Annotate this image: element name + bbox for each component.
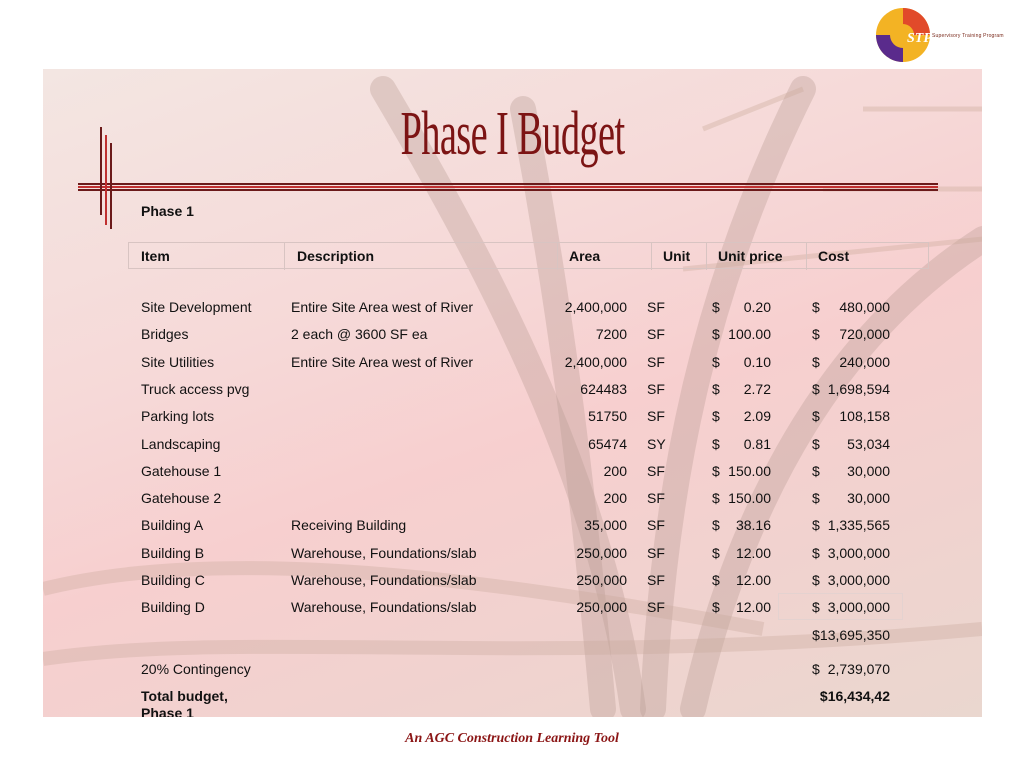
cell-unit: SF [647,517,665,533]
title-vrule-2 [105,135,107,225]
cell-area: 200 [603,463,627,479]
slide-title: Phase I Budget [400,100,625,168]
cell-description: Warehouse, Foundations/slab [291,572,477,588]
cell-description: Receiving Building [291,517,407,533]
column-header-description: Description [297,248,375,264]
cell-item: Gatehouse 2 [141,490,222,506]
cell-price-currency: $ [712,354,720,370]
cell-price-currency: $ [712,545,720,561]
cell-unit: SF [647,381,665,397]
total-label-line-1: Total budget, [141,688,228,704]
column-header-item: Item [141,248,170,264]
cell-cost-currency: $ [812,545,820,561]
cell-item: Truck access pvg [141,381,250,397]
cell-item: Site Development [141,299,252,315]
section-label: Phase 1 [141,203,194,219]
cell-unit: SF [647,354,665,370]
cell-cost: 240,000 [839,354,890,370]
total-value: $16,434,42 [819,688,890,704]
cell-price-currency: $ [712,463,720,479]
cell-description: Warehouse, Foundations/slab [291,599,477,615]
cell-unit: SF [647,299,665,315]
cell-unit-price: 100.00 [728,326,771,342]
title-rule-top [78,183,938,185]
footer-tagline: An AGC Construction Learning Tool [405,731,619,746]
cell-area: 65474 [588,436,627,452]
cell-item: Site Utilities [141,354,215,370]
cell-item: Building C [141,572,205,588]
cell-cost: 108,158 [839,408,890,424]
cell-area: 200 [603,490,627,506]
total-label-line-2: Phase 1 [141,705,194,717]
cell-price-currency: $ [712,436,720,452]
cell-unit-price: 12.00 [735,572,771,588]
contingency-label: 20% Contingency [141,661,251,677]
column-header-cost: Cost [818,248,850,264]
cell-cost-currency: $ [812,517,820,533]
header-divider [806,243,807,270]
cell-area: 2,400,000 [564,354,627,370]
title-rule-mid [78,186,938,188]
cell-cost-currency: $ [812,299,820,315]
cell-area: 51750 [588,408,627,424]
cell-unit: SF [647,408,665,424]
cell-cost-currency: $ [812,463,820,479]
cell-area: 2,400,000 [564,299,627,315]
column-header-area: Area [569,248,601,264]
cell-cost: 30,000 [847,490,890,506]
cell-unit-price: 12.00 [735,545,771,561]
cell-unit: SF [647,572,665,588]
cell-unit: SF [647,490,665,506]
stp-logo-icon [874,6,932,64]
cell-price-currency: $ [712,326,720,342]
cell-price-currency: $ [712,381,720,397]
cell-price-currency: $ [712,408,720,424]
stp-logo [874,6,1020,66]
cell-unit-price: 38.16 [735,517,771,533]
cell-cost-currency: $ [812,599,820,615]
cell-unit-price: 150.00 [728,463,771,479]
title-vrule-1 [100,127,102,215]
logo-tagline: Supervisory Training Program [932,33,1004,39]
cell-item: Building B [141,545,205,561]
header-divider [284,243,285,270]
cell-area: 624483 [580,381,627,397]
header-divider [706,243,707,270]
cell-price-currency: $ [712,299,720,315]
cell-unit: SF [647,463,665,479]
title-rule-bottom [78,189,938,191]
cell-description: Entire Site Area west of River [291,354,474,370]
cell-price-currency: $ [712,599,720,615]
cell-cost-currency: $ [812,490,820,506]
cell-cost: 3,000,000 [827,572,890,588]
cell-unit-price: 12.00 [735,599,771,615]
cell-cost: 1,698,594 [827,381,890,397]
cell-cost-currency: $ [812,436,820,452]
contingency-value: 2,739,070 [827,661,890,677]
cell-unit-price: 2.72 [743,381,771,397]
column-header-unit: Unit [663,248,691,264]
contingency-currency: $ [812,661,820,677]
cell-area: 35,000 [584,517,627,533]
column-header-unit-price: Unit price [718,248,783,264]
cell-price-currency: $ [712,517,720,533]
cell-cost: 1,335,565 [827,517,890,533]
cell-cost-currency: $ [812,381,820,397]
cell-description: Warehouse, Foundations/slab [291,545,477,561]
cell-description: 2 each @ 3600 SF ea [291,326,428,342]
cell-description: Entire Site Area west of River [291,299,474,315]
cell-area: 7200 [595,326,627,342]
cell-cost: 480,000 [839,299,890,315]
header-divider [557,243,558,270]
cell-unit-price: 150.00 [728,490,771,506]
cell-unit: SF [647,545,665,561]
cell-unit-price: 0.10 [743,354,771,370]
svg-text:STP: STP [907,31,932,46]
header-divider [651,243,652,270]
cell-area: 250,000 [576,545,627,561]
cell-unit: SY [647,436,666,452]
cell-item: Building A [141,517,204,533]
cell-cost: 53,034 [847,436,890,452]
cell-unit: SF [647,326,665,342]
cell-cost-currency: $ [812,326,820,342]
cell-cost: 3,000,000 [827,545,890,561]
cell-item: Building D [141,599,205,615]
cell-item: Parking lots [141,408,215,424]
cell-item: Landscaping [141,436,221,452]
cell-cost: 30,000 [847,463,890,479]
cell-unit: SF [647,599,665,615]
cell-unit-price: 2.09 [743,408,771,424]
cell-cost-currency: $ [812,408,820,424]
subtotal-value: $13,695,350 [812,627,890,643]
cell-cost: 720,000 [839,326,890,342]
cell-unit-price: 0.81 [743,436,771,452]
slide-panel [43,69,982,717]
title-vrule-3 [110,143,112,229]
cell-price-currency: $ [712,490,720,506]
cell-item: Gatehouse 1 [141,463,222,479]
table-header-row [128,242,929,269]
cell-item: Bridges [141,326,189,342]
cell-cost-currency: $ [812,354,820,370]
cell-price-currency: $ [712,572,720,588]
cell-cost-currency: $ [812,572,820,588]
cell-unit-price: 0.20 [743,299,771,315]
cell-cost: 3,000,000 [827,599,890,615]
cell-area: 250,000 [576,572,627,588]
cell-area: 250,000 [576,599,627,615]
